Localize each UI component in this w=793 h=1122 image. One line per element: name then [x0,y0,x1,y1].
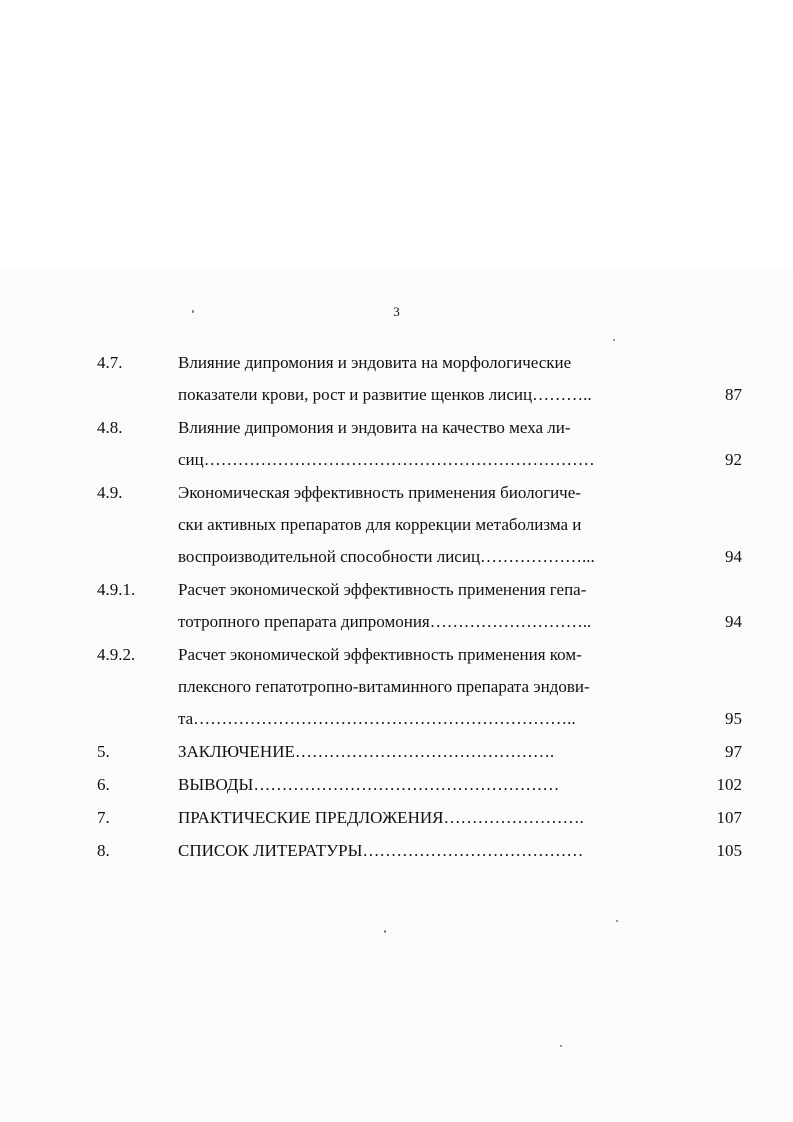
entry-title-line: показатели крови, рост и развитие щенков лисиц……….. [178,385,592,404]
entry-title-line: СПИСОК ЛИТЕРАТУРЫ………………………………… [178,841,584,860]
entry-number: 4.7. [97,353,123,372]
entry-page: 95 [725,709,742,728]
toc-entry[interactable] [97,802,742,834]
toc-entry[interactable] [97,477,742,573]
toc-entry[interactable] [97,736,742,768]
entry-number: 6. [97,775,110,794]
entry-page: 94 [725,612,742,631]
entry-title-line: ВЫВОДЫ……………………………………………… [178,775,560,794]
entry-title-line: Влияние дипромония и эндовита на качество меха ли- [178,418,571,437]
entry-title-line: ЗАКЛЮЧЕНИЕ………………………………………. [178,742,555,761]
entry-number: 4.9. [97,483,123,502]
entry-number: 8. [97,841,110,860]
toc-entry[interactable] [97,769,742,801]
entry-title-line: воспроизводительной способности лисиц………………... [178,547,595,566]
entry-page: 97 [725,742,742,761]
entry-number: 4.9.2. [97,645,136,664]
entry-page: 87 [725,385,742,404]
entry-title-line: тотропного препарата дипромония……………………….. [178,612,592,631]
toc-entry[interactable] [97,574,742,638]
entry-title-line: ПРАКТИЧЕСКИЕ ПРЕДЛОЖЕНИЯ……………………. [178,808,584,827]
scan-speck [192,310,194,313]
entry-title-line: Расчет экономической эффективность применения гепа- [178,580,587,599]
entry-title-line: Влияние дипромония и эндовита на морфологические [178,353,572,372]
entry-number: 4.9.1. [97,580,136,599]
scan-speck [560,1045,562,1047]
scan-speck [384,930,386,933]
entry-title-line: Расчет экономической эффективность применения ком- [178,645,582,664]
entry-title-line: та………………………………………………………….. [178,709,576,728]
entry-page: 102 [716,775,742,794]
toc-entry[interactable] [97,347,742,411]
toc-entry[interactable] [97,835,742,867]
entry-page: 92 [725,450,742,469]
scan-speck [616,920,618,922]
entry-page: 107 [716,808,742,827]
entry-number: 5. [97,742,110,761]
entry-title-line: Экономическая эффективность применения биологиче- [178,483,581,502]
toc-entry[interactable] [97,412,742,476]
entry-page: 105 [716,841,742,860]
entry-title-line: сиц…………………………………………………………… [178,450,595,469]
table-of-contents [97,347,742,868]
entry-page: 94 [725,547,742,566]
entry-number: 7. [97,808,110,827]
entry-title-line: ски активных препаратов для коррекции метаболизма и [178,515,582,534]
scan-speck [613,339,615,341]
page-number: 3 [393,304,400,319]
entry-number: 4.8. [97,418,123,437]
toc-entry[interactable] [97,639,742,735]
entry-title-line: плексного гепатотропно-витаминного препарата эндови- [178,677,590,696]
